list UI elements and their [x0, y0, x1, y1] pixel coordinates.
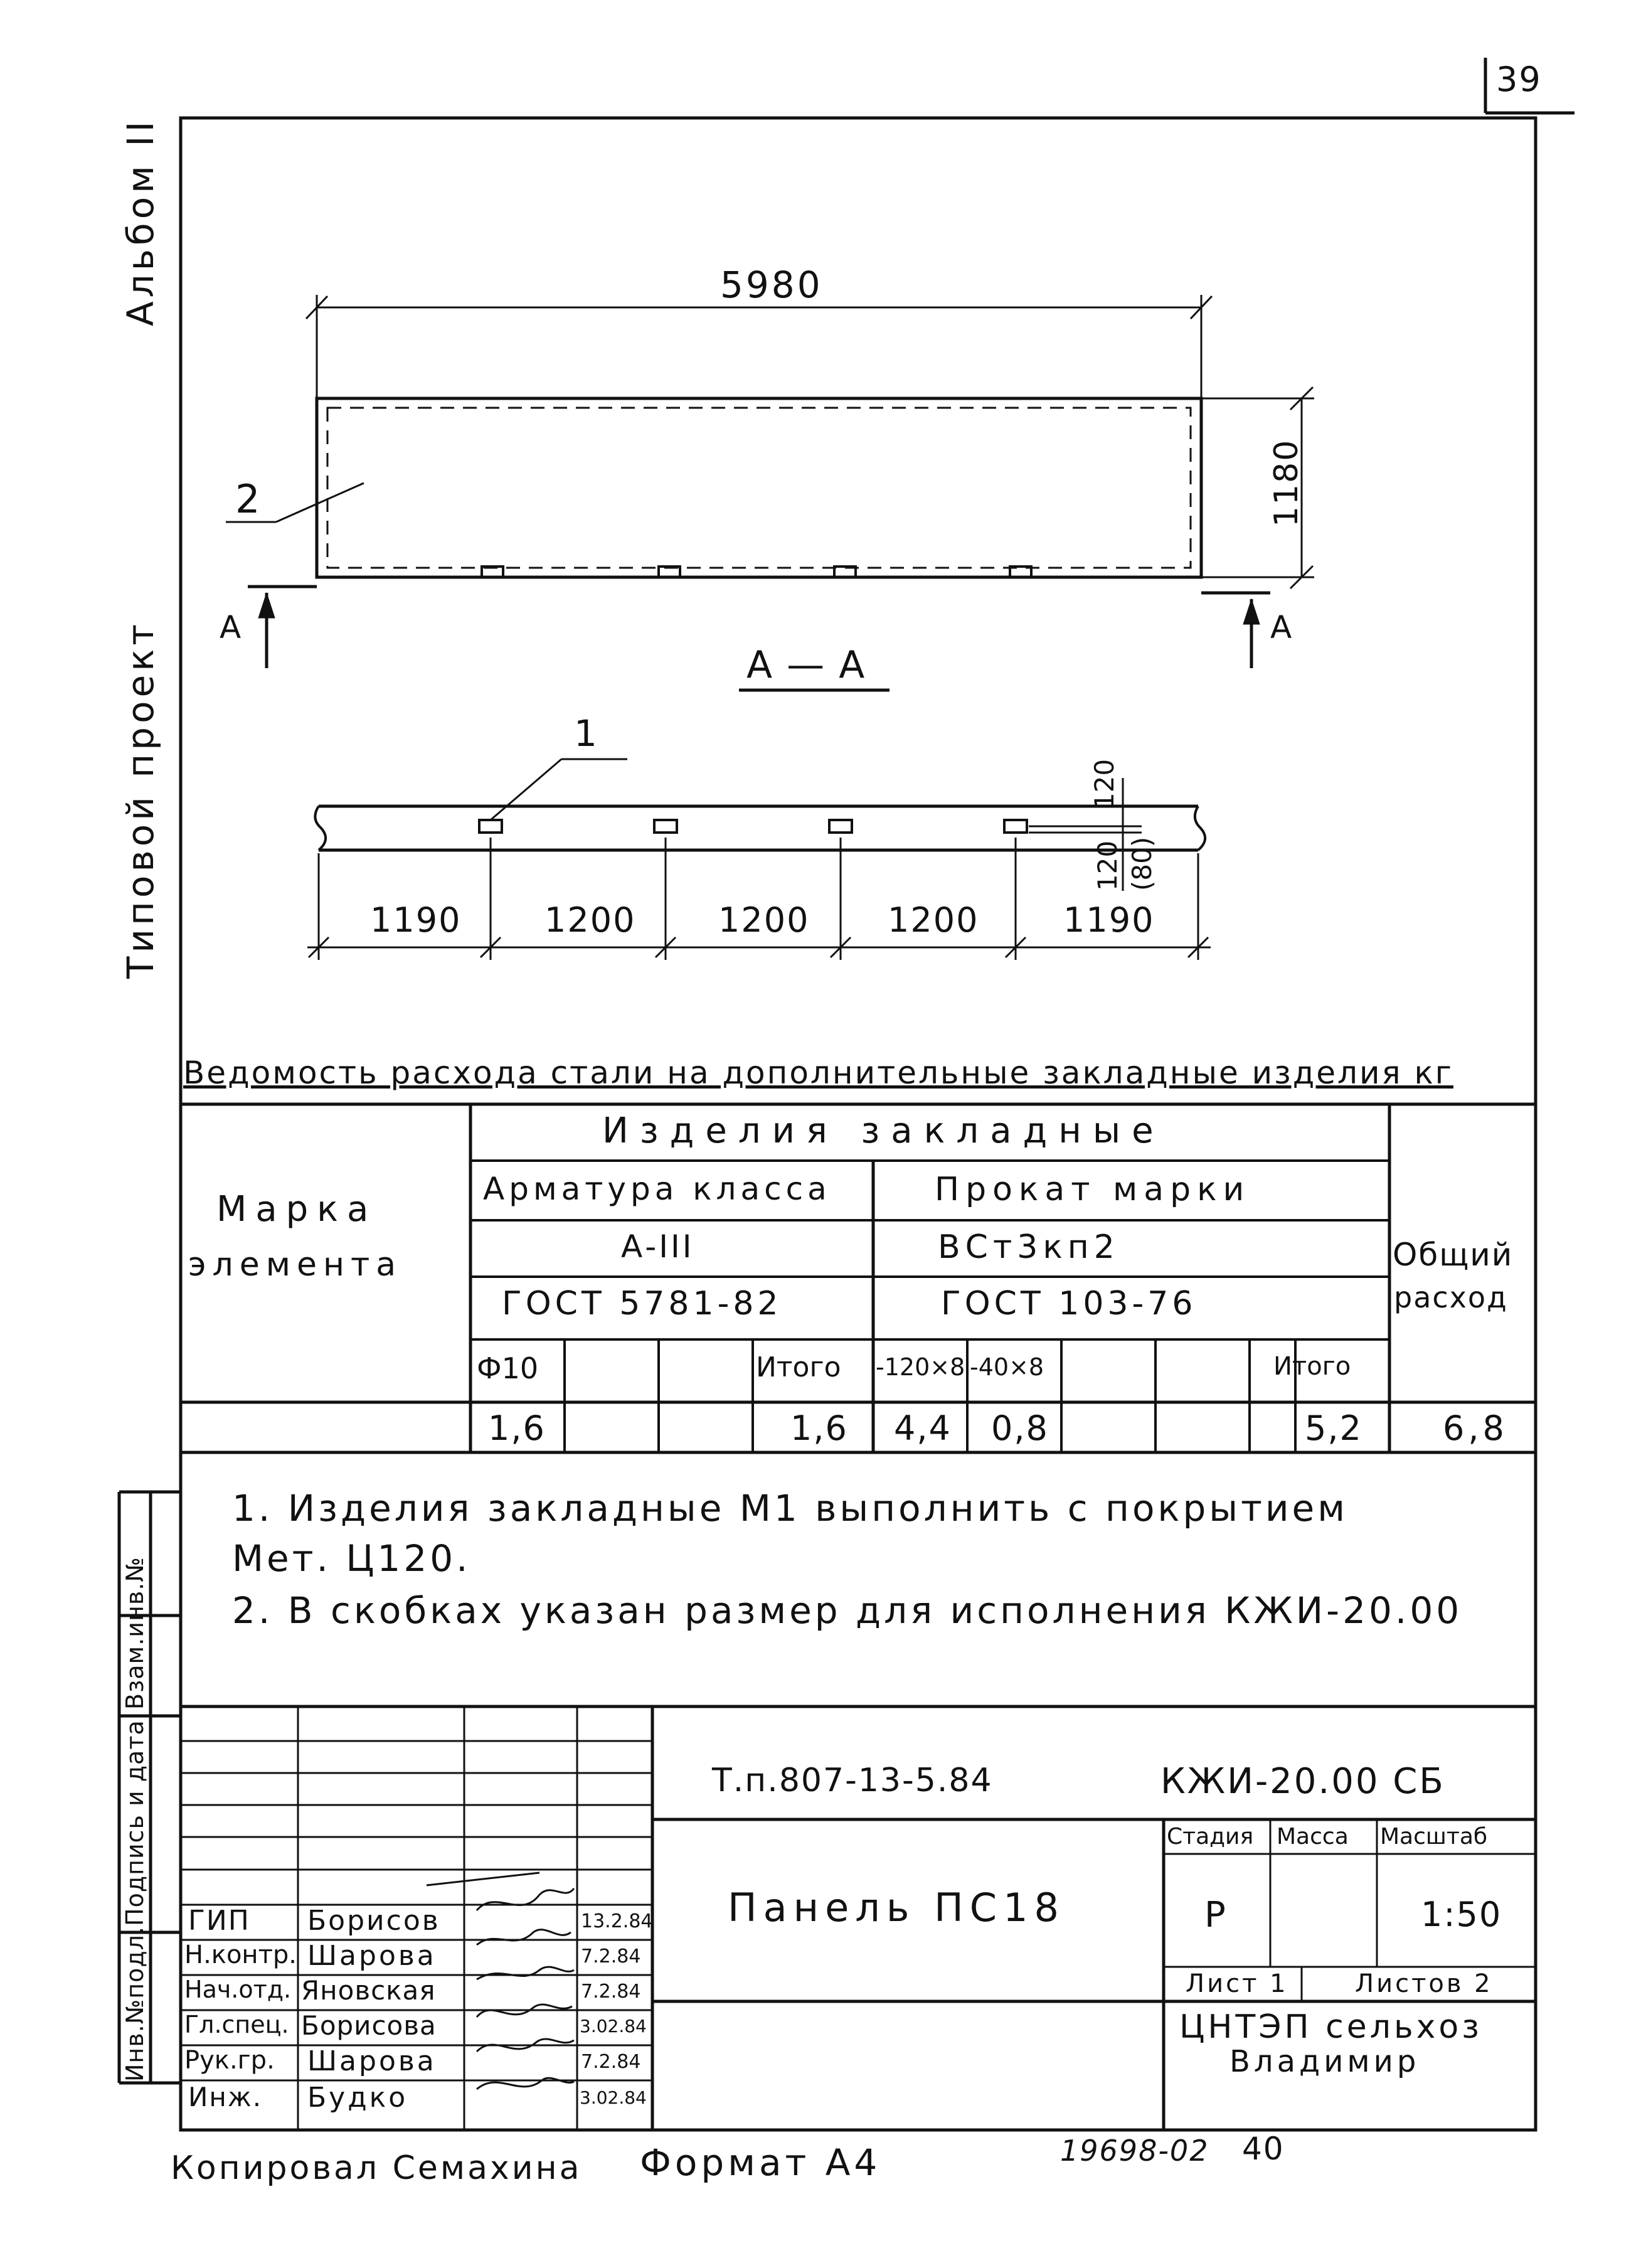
drawing-title: Панель ПС18: [728, 1885, 1065, 1930]
signer-name: Яновская: [301, 1975, 436, 2006]
position-2-callout: 2: [235, 476, 264, 522]
sheet-number: 39: [1496, 60, 1542, 99]
signer-date: 7.2.84: [581, 1946, 641, 1967]
stamp-inventory-original: Инв.№подл.: [121, 1925, 149, 2082]
signer-role: ГИП: [188, 1905, 250, 1937]
project-code: Т.п.807-13-5.84: [712, 1762, 993, 1799]
signer-name: Шарова: [307, 2045, 437, 2077]
rebar-class: А-III: [621, 1228, 694, 1265]
rolled-header: Прокат марки: [935, 1171, 1251, 1208]
signer-date: 3.02.84: [580, 2016, 647, 2036]
grand-total-value: 6,8: [1443, 1408, 1508, 1448]
copied-by: Копировал Семахина: [171, 2149, 582, 2187]
total-column-header: расход: [1394, 1280, 1508, 1314]
spacing-dim: 1200: [718, 900, 810, 940]
note-line: 2. В скобках указан размер для исполнения КЖИ-20.00: [232, 1589, 1463, 1632]
table-subheader: Ф10: [477, 1351, 539, 1385]
paper-format: Формат А4: [640, 2141, 881, 2184]
table-value: 5,2: [1305, 1408, 1362, 1448]
footer-page: 40: [1242, 2131, 1285, 2167]
total-column-header: Общий: [1393, 1237, 1514, 1273]
table-value: 4,4: [894, 1408, 952, 1448]
mass-label: Масса: [1277, 1824, 1349, 1850]
signer-role: Инж.: [188, 2082, 263, 2112]
sheet-label: Лист 1: [1186, 1969, 1288, 1998]
organization-city: Владимир: [1229, 2044, 1420, 2079]
drawing-code: КЖИ-20.00 СБ: [1160, 1761, 1445, 1802]
stamp-replaced-inventory: Взам.инв.№: [121, 1557, 149, 1710]
spacing-dim: 1200: [544, 900, 636, 940]
table-value: 1,6: [488, 1408, 546, 1448]
section-mark-left: А: [220, 609, 245, 646]
spacing-dim: 1200: [888, 900, 979, 940]
signer-date: 13.2.84: [581, 1910, 653, 1932]
project-type-label: Типовой проект: [119, 620, 162, 979]
signer-role: Нач.отд.: [184, 1976, 292, 2003]
steel-table-title: Ведомость расхода стали на дополнительные закладные изделия кг: [183, 1055, 1453, 1091]
embed-height-alt-dim: (80): [1127, 836, 1157, 891]
signer-date: 7.2.84: [581, 1981, 641, 2003]
scale-value: 1:50: [1421, 1895, 1502, 1934]
position-1-callout: 1: [574, 712, 601, 755]
table-subheader: Итого: [1273, 1352, 1351, 1381]
signer-name: Борисова: [301, 2010, 437, 2041]
overall-length-dim: 5980: [720, 264, 823, 306]
spacing-dim: 1190: [370, 900, 462, 940]
table-value: 1,6: [790, 1408, 848, 1448]
rebar-header: Арматура класса: [483, 1171, 831, 1207]
mark-column-header: элемента: [188, 1246, 403, 1284]
stamp-signature-date: Подпись и дата: [121, 1720, 149, 1926]
table-subheader: -120×8: [876, 1353, 965, 1381]
rebar-gost: ГОСТ 5781-82: [502, 1285, 782, 1323]
rolled-grade: ВСт3кп2: [938, 1228, 1120, 1266]
note-line: 1. Изделия закладные М1 выполнить с покрытием: [232, 1487, 1348, 1530]
section-mark-right: А: [1270, 609, 1296, 646]
archive-number: 19698-02: [1060, 2134, 1209, 2168]
signer-role: Рук.гр.: [184, 2046, 275, 2075]
panel-plan-view: [226, 295, 1314, 690]
note-line: Мет. Ц120.: [232, 1537, 471, 1580]
signer-name: Будко: [307, 2082, 408, 2114]
signer-name: Борисов: [307, 1905, 440, 1937]
album-label: Альбом II: [119, 117, 162, 326]
stage-label: Стадия: [1167, 1824, 1254, 1850]
signer-date: 7.2.84: [581, 2051, 641, 2073]
signer-role: Н.контр.: [184, 1941, 297, 1969]
signer-date: 3.02.84: [580, 2087, 647, 2108]
thickness-dim: 120: [1089, 759, 1120, 809]
embedded-items-header: Изделия закладные: [602, 1110, 1165, 1151]
signer-name: Шарова: [307, 1940, 437, 1972]
embed-height-dim: 120: [1092, 840, 1123, 891]
sheets-count-label: Листов 2: [1355, 1969, 1493, 1998]
scale-label: Масштаб: [1380, 1824, 1488, 1850]
table-subheader: -40×8: [970, 1353, 1044, 1381]
table-value: 0,8: [991, 1408, 1049, 1448]
signer-role: Гл.спец.: [184, 2011, 289, 2038]
table-subheader: Итого: [756, 1351, 841, 1383]
panel-height-dim: 1180: [1268, 439, 1305, 527]
section-title: А — А: [746, 643, 866, 687]
spacing-dim: 1190: [1063, 900, 1155, 940]
rolled-gost: ГОСТ 103-76: [941, 1285, 1197, 1323]
stage-value: Р: [1204, 1895, 1229, 1935]
mark-column-header: Марка: [216, 1189, 378, 1230]
organization-name: ЦНТЭП сельхоз: [1179, 2008, 1482, 2046]
